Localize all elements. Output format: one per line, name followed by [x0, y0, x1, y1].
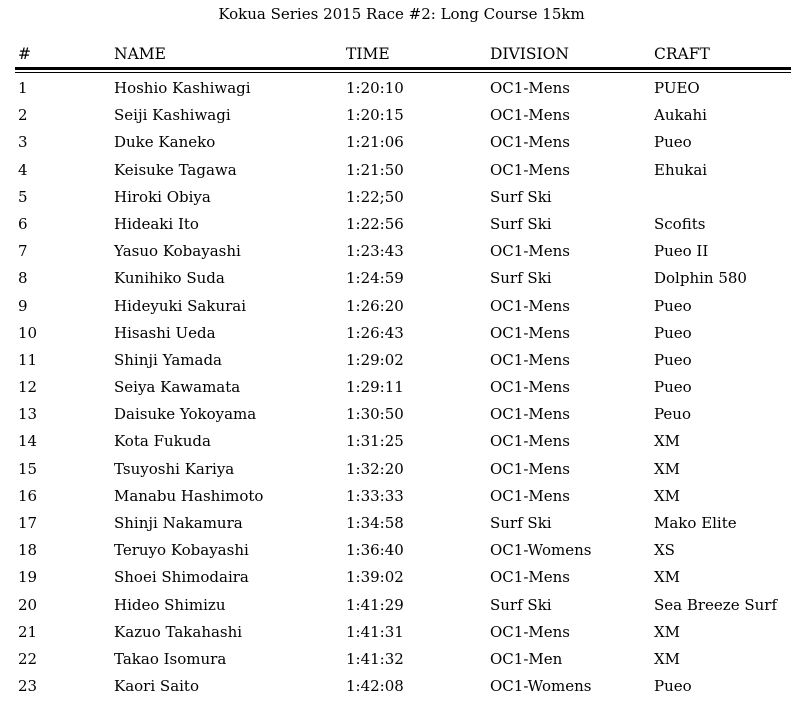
table-row [0, 486, 803, 513]
row-craft: XM [654, 649, 681, 668]
row-division: OC1-Mens [490, 459, 570, 478]
table-row [0, 214, 803, 241]
row-division: OC1-Mens [490, 432, 570, 451]
table-row [0, 622, 803, 649]
row-time: 1:29:02 [346, 350, 404, 369]
row-division: OC1-Mens [490, 79, 570, 97]
table-row [0, 105, 803, 132]
row-number: 2 [18, 106, 28, 125]
row-name: Hisashi Ueda [114, 323, 216, 342]
table-row [0, 187, 803, 214]
row-name: Kaori Saito [114, 677, 199, 696]
row-craft: Pueo [654, 133, 692, 152]
row-number: 11 [18, 350, 38, 369]
row-time: 1:39:02 [346, 568, 404, 587]
table-row [0, 132, 803, 159]
row-name: Daisuke Yokoyama [114, 405, 257, 424]
row-number: 21 [18, 622, 38, 641]
row-time: 1:24:59 [346, 269, 404, 288]
row-time: 1:21:06 [346, 133, 404, 152]
row-division: OC1-Mens [490, 133, 570, 152]
row-craft: Peuo [654, 405, 691, 424]
row-name: Seiya Kawamata [114, 378, 241, 397]
row-name: Shinji Nakamura [114, 514, 243, 532]
row-number: 7 [18, 242, 28, 261]
row-time: 1:30:50 [346, 405, 404, 424]
table-row [0, 431, 803, 458]
row-name: Hoshio Kashiwagi [114, 79, 251, 97]
row-number: 9 [18, 296, 28, 315]
row-time: 1:41:29 [346, 595, 404, 614]
row-time: 1:22;50 [346, 187, 404, 206]
row-craft: Scofits [654, 214, 706, 233]
row-number: 16 [18, 486, 38, 505]
row-name: Teruyo Kobayashi [114, 541, 249, 560]
row-division: Surf Ski [490, 187, 552, 206]
row-craft: Dolphin 580 [654, 269, 747, 288]
row-division: OC1-Mens [490, 160, 570, 179]
row-number: 17 [18, 514, 38, 532]
row-division: OC1-Mens [490, 568, 570, 587]
row-number: 13 [18, 405, 38, 424]
row-craft: XM [654, 622, 681, 641]
table-row [0, 377, 803, 404]
row-name: Kota Fukuda [114, 432, 211, 451]
row-name: Hideaki Ito [114, 214, 199, 233]
row-name: Shinji Yamada [114, 350, 223, 369]
row-number: 3 [18, 133, 28, 152]
table-row [0, 404, 803, 431]
row-name: Hideyuki Sakurai [114, 296, 247, 315]
row-time: 1:33:33 [346, 486, 404, 505]
row-time: 1:23:43 [346, 242, 404, 261]
row-craft: Pueo II [654, 242, 709, 261]
row-division: OC1-Mens [490, 350, 570, 369]
row-number: 6 [18, 214, 28, 233]
row-time: 1:36:40 [346, 541, 404, 560]
row-number: 18 [18, 541, 38, 560]
row-time: 1:41:31 [346, 622, 404, 641]
table-row [0, 676, 803, 703]
row-division: OC1-Mens [490, 405, 570, 424]
row-craft: Pueo [654, 323, 692, 342]
column-header-craft: CRAFT [654, 45, 710, 63]
results-table-body [0, 78, 803, 703]
row-time: 1:42:08 [346, 677, 404, 696]
row-time: 1:34:58 [346, 514, 404, 532]
row-division: Surf Ski [490, 595, 552, 614]
row-number: 23 [18, 677, 38, 696]
table-row [0, 78, 803, 105]
row-time: 1:29:11 [346, 378, 404, 397]
row-division: OC1-Mens [490, 378, 570, 397]
row-division: OC1-Womens [490, 541, 592, 560]
row-time: 1:20:10 [346, 79, 404, 97]
table-row [0, 268, 803, 295]
row-name: Manabu Hashimoto [114, 486, 264, 505]
table-row [0, 459, 803, 486]
row-number: 8 [18, 269, 28, 288]
row-name: Keisuke Tagawa [114, 160, 237, 179]
table-row [0, 595, 803, 622]
row-craft: XM [654, 459, 681, 478]
row-craft: Mako Elite [654, 514, 737, 532]
row-division: OC1-Mens [490, 622, 570, 641]
row-name: Duke Kaneko [114, 133, 216, 152]
row-number: 20 [18, 595, 38, 614]
table-header [0, 44, 803, 64]
header-divider-thick [15, 67, 791, 70]
row-division: OC1-Mens [490, 296, 570, 315]
row-name: Takao Isomura [114, 649, 227, 668]
row-name: Hideo Shimizu [114, 595, 226, 614]
table-row [0, 296, 803, 323]
row-division: OC1-Men [490, 649, 563, 668]
row-division: OC1-Mens [490, 323, 570, 342]
table-row [0, 350, 803, 377]
column-header-time: TIME [346, 45, 390, 63]
table-row [0, 241, 803, 268]
row-craft: Aukahi [654, 106, 707, 125]
header-divider-thin [15, 72, 791, 73]
column-header-name: NAME [114, 45, 166, 63]
row-time: 1:41:32 [346, 649, 404, 668]
row-name: Yasuo Kobayashi [114, 242, 241, 261]
row-number: 22 [18, 649, 38, 668]
row-division: OC1-Mens [490, 106, 570, 125]
page-title: Kokua Series 2015 Race #2: Long Course 15km [218, 5, 585, 23]
row-number: 10 [18, 323, 38, 342]
row-time: 1:20:15 [346, 106, 404, 125]
row-name: Kunihiko Suda [114, 269, 225, 288]
row-name: Tsuyoshi Kariya [114, 459, 235, 478]
table-row [0, 567, 803, 594]
row-craft: XM [654, 432, 681, 451]
row-craft: XM [654, 568, 681, 587]
row-number: 12 [18, 378, 38, 397]
row-number: 1 [18, 79, 28, 97]
row-name: Seiji Kashiwagi [114, 106, 231, 125]
row-name: Kazuo Takahashi [114, 622, 243, 641]
row-time: 1:22:56 [346, 214, 404, 233]
column-header-division: DIVISION [490, 45, 569, 63]
row-craft: Pueo [654, 296, 692, 315]
row-division: OC1-Womens [490, 677, 592, 696]
row-craft: PUEO [654, 79, 700, 97]
row-number: 14 [18, 432, 38, 451]
row-time: 1:32:20 [346, 459, 404, 478]
row-time: 1:31:25 [346, 432, 404, 451]
row-division: Surf Ski [490, 269, 552, 288]
table-row [0, 513, 803, 540]
row-time: 1:21:50 [346, 160, 404, 179]
table-row [0, 649, 803, 676]
row-craft: Pueo [654, 350, 692, 369]
row-time: 1:26:43 [346, 323, 404, 342]
table-row [0, 323, 803, 350]
row-division: OC1-Mens [490, 242, 570, 261]
table-row [0, 160, 803, 187]
row-craft: Sea Breeze Surf [654, 595, 778, 614]
row-craft: Pueo [654, 378, 692, 397]
row-name: Hiroki Obiya [114, 187, 211, 206]
table-row [0, 540, 803, 567]
row-division: Surf Ski [490, 514, 552, 532]
row-name: Shoei Shimodaira [114, 568, 249, 587]
row-number: 5 [18, 187, 28, 206]
row-craft: Ehukai [654, 160, 708, 179]
row-time: 1:26:20 [346, 296, 404, 315]
column-header-number: # [18, 45, 31, 63]
row-number: 15 [18, 459, 38, 478]
row-craft: Pueo [654, 677, 692, 696]
row-number: 19 [18, 568, 38, 587]
row-craft: XM [654, 486, 681, 505]
row-number: 4 [18, 160, 28, 179]
row-division: OC1-Mens [490, 486, 570, 505]
row-craft: XS [654, 541, 675, 560]
row-division: Surf Ski [490, 214, 552, 233]
